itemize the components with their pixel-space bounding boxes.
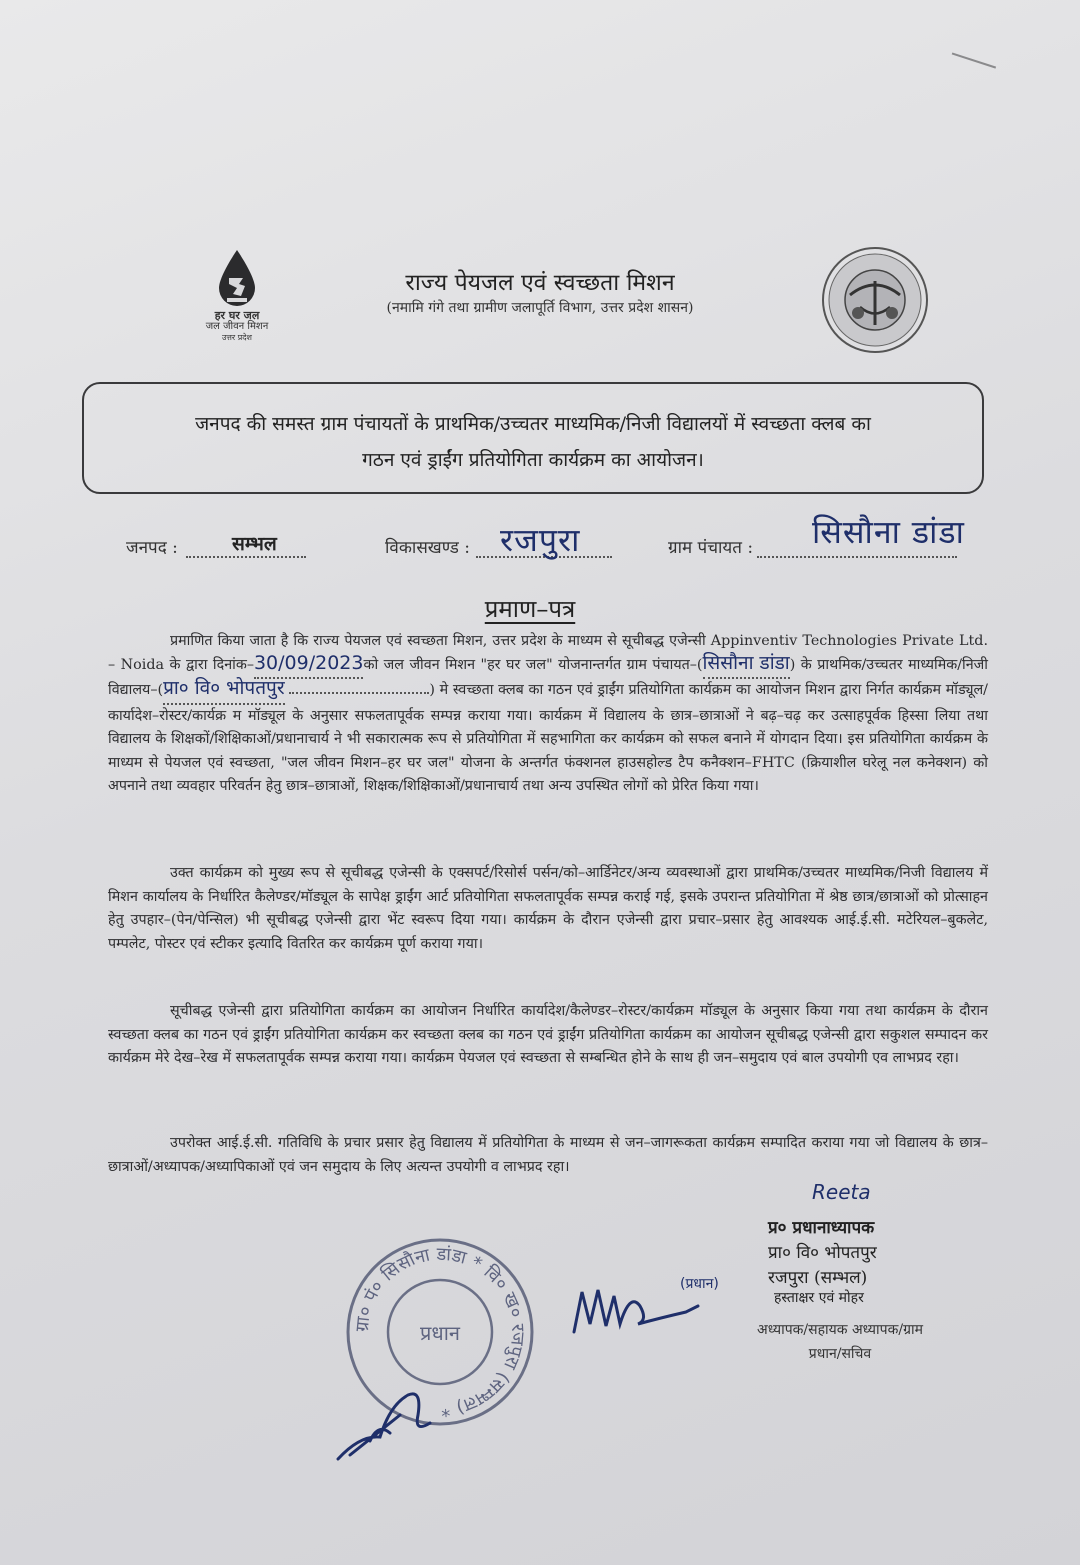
seal-ring-text: ग्रा० पं० सिसौना डांडा * वि० ख० रजपुरा (सम्भल) * — [351, 1243, 529, 1421]
signature-block — [768, 1216, 877, 1305]
subject-line-1: जनपद की समस्त ग्राम पंचायतों के प्राथमिक/उच्चतर माध्यमिक/निजी विद्यालयों में स्वच्छता क्लब का — [195, 413, 871, 435]
p1-date: 30/09/2023 — [253, 651, 364, 674]
pradhan-signature-label: (प्रधान) — [680, 1276, 719, 1292]
vikas-label: विकासखण्ड : — [385, 538, 471, 558]
roles-line-1: अध्यापक/सहायक अध्यापक/ग्राम — [757, 1322, 923, 1338]
gram-label: ग्राम पंचायत : — [668, 538, 754, 558]
p1-text-c: ) के प्राथमिक/उच्चतर माध्यमिक/निजी विद्यालय–( — [108, 656, 988, 698]
janpad-field — [126, 530, 306, 558]
mission-subtitle: (नमामि गंगे तथा ग्रामीण जलापूर्ति विभाग, उत्तर प्रदेश शासन) — [386, 300, 694, 316]
subject-line-2: गठन एवं ड्राईंग प्रतियोगिता कार्यक्रम का आयोजन। — [362, 449, 704, 471]
logo-caption-1: हर घर जल — [214, 309, 260, 322]
signature-line-1: प्र० प्रधानाध्यापक — [768, 1218, 875, 1238]
vikas-value: रजपुरा — [500, 521, 581, 559]
p3-text: सूचीबद्ध एजेन्सी द्वारा प्रतियोगिता कार्यक्रम का आयोजन निर्धारित कार्यादेश/कैलेण्डर–रोस्टर/कार्यक्रम मॉड्यूल के अनुसार किया गया तथा कार्यक्रम के दौरान स्वच्छता क्लब का गठन एवं ड्राईंग प्रतियोगिता कार्यक्रम कर स्वच्छता क्लब का गठन एवं ड्राईंग प्रतियोगिता कार्यक्रम का आयोजन सूचीबद्ध एजेन्सी द्वारा सकुशल सम्पादन कर कार्यक्रम मेरे देख–रेख में सफलतापूर्वक सम्पन्न कराया गया। कार्यक्रम पेयजल एवं स्वच्छता से सम्बन्धित होने के साथ ही जन–समुदाय एवं बाल उपयोगी एव लाभप्रद रहा। — [108, 1003, 988, 1066]
body-paragraph-1 — [108, 630, 988, 799]
body-paragraph-3 — [108, 1000, 988, 1071]
p1-text-b: को जल जीवन मिशन "हर घर जल" योजनान्तर्गत ग्राम पंचायत–( — [363, 656, 703, 673]
signature-roles — [720, 1318, 960, 1366]
har-ghar-jal-logo — [192, 248, 282, 343]
seal-center-text: प्रधान — [420, 1321, 460, 1345]
p1-school: प्रा० वि० भोपतपुर — [163, 677, 285, 699]
body-paragraph-4 — [108, 1132, 988, 1179]
logo-caption-2: जल जीवन मिशन — [205, 321, 269, 332]
roles-line-2: प्रधान/सचिव — [808, 1346, 872, 1362]
har-ghar-jal-logo-icon — [215, 248, 259, 310]
mission-title: राज्य पेयजल एवं स्वच्छता मिशन — [405, 270, 675, 296]
p2-text: उक्त कार्यक्रम को मुख्य रूप से सूचीबद्ध एजेन्सी के एक्सपर्ट/रिसोर्स पर्सन/को–आर्डिनेटर/अन्य व्यवस्थाओं द्वारा प्राथमिक/उच्चतर माध्यमिक/निजी विद्यालय में मिशन कार्यालय के निर्धारित कैलेण्डर/मॉड्यूल के सापेक्ष ड्राईंग आर्ट प्रतियोगिता सफलतापूर्वक सम्पन्न कराई गई, इसके उपरान्त प्रतियोगिता में श्रेष्ठ छात्र/छात्राओं को प्रोत्साहन हेतु उपहार–(पेन/पेन्सिल) भी सूचीबद्ध एजेन्सी द्वारा भेंट स्वरूप दिया गया। कार्यक्रम के दौरान एजेन्सी द्वारा प्रचार–प्रसार हेतु आवश्यक आई.ई.सी. मटेरियल–बुकलेट, पम्पलेट, पोस्टर एवं स्टीकर इत्यादि वितरित कर कार्यक्रम पूर्ण कराया गया। — [108, 865, 988, 952]
headmaster-signature: Reeta — [812, 1180, 871, 1204]
logo-caption-3: उत्तर प्रदेश — [222, 333, 252, 342]
secretary-signature — [330, 1375, 450, 1465]
signature-line-4: हस्ताक्षर एवं मोहर — [774, 1290, 864, 1306]
corner-pen-mark — [952, 33, 1003, 68]
p1-text-d: ) मे स्वच्छता क्लब का गठन एवं ड्राईंग प्रतियोगिता कार्यक्रम का आयोजन मिशन द्वारा निर्गत कार्यक्रम मॉड्यूल/कार्यादेश–रोस्टर/कार्यक्र म मॉड्यूल के अनुसार सफलतापूर्वक सम्पन्न कराया गया। कार्यक्रम में विद्यालय के छात्र–छात्राओं ने बढ़–चढ़ कर उत्साहपूर्वक हिस्सा लिया तथा विद्यालय के शिक्षकों/शिक्षिकाओं/प्रधानाचार्य ने भी सकारात्मक रूप से प्रतियोगिता में सहभागिता कर कार्यक्रम को सफल बनाने में योगदान दिया। इस प्रतियोगिता कार्यक्रम के माध्यम से पेयजल एवं स्वच्छता, "जल जीवन मिशन–हर घर जल" योजना के अन्तर्गत फंक्शनल हाउसहोल्ड टैप कनैक्शन–FHTC (क्रियाशील घरेलू नल कनेक्शन) को अपनाने तथा व्यवहार परिवर्तन हेतु छात्र–छात्राओं, शिक्षक/शिक्षिकाओं/प्रधानाचार्य तथा अन्य उपस्थित लोगों को प्रेरित किया गया। — [108, 682, 988, 794]
p1-gram: सिसौना डांडा — [702, 651, 790, 674]
janpad-label: जनपद : — [126, 538, 178, 558]
p1-text-a: प्रमाणित किया जाता है कि राज्य पेयजल एवं स्वच्छता मिशन, उत्तर प्रदेश के माध्यम से सूचीबद्ध एजेन्सी Appinventiv Technologies Private Ltd. – Noida के द्वारा दिनांक– — [108, 633, 988, 673]
gram-value: सिसौना डांडा — [812, 513, 965, 551]
up-government-emblem-icon — [820, 245, 930, 355]
p4-text: उपरोक्त आई.ई.सी. गतिविधि के प्रचार प्रसार हेतु विद्यालय में प्रतियोगिता के माध्यम से जन–जागरूकता कार्यक्रम सम्पादित कराया गया जो विद्यालय के छात्र–छात्राओं/अध्यापक/अध्यापिकाओं एवं जन समुदाय के लिए अत्यन्त उपयोगी व लाभप्रद रहा। — [108, 1135, 988, 1175]
subject-box — [82, 382, 984, 494]
pradhan-signature — [568, 1262, 743, 1342]
janpad-value: सम्भल — [232, 533, 277, 555]
signature-line-2: प्रा० वि० भोपतपुर — [768, 1243, 877, 1263]
signature-line-3: रजपुरा (सम्भल) — [768, 1268, 868, 1288]
body-paragraph-2 — [108, 862, 988, 956]
certificate-title: प्रमाण–पत्र — [484, 595, 576, 623]
